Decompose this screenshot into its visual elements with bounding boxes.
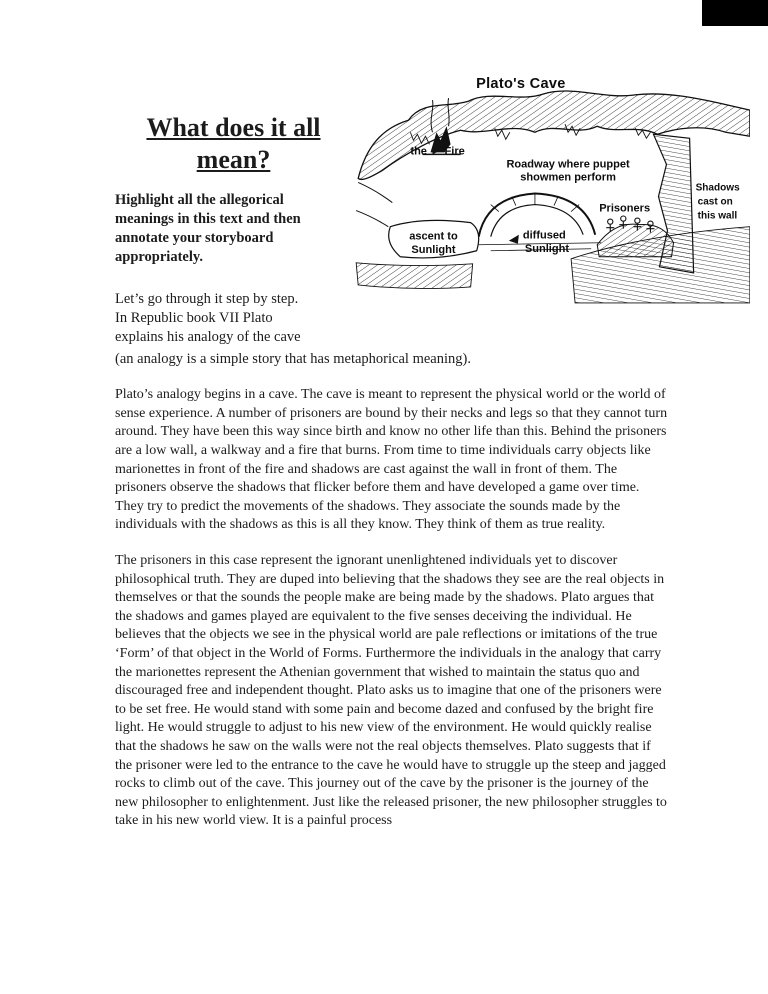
fire-label-fire: Fire [444,145,465,158]
intro-line-3: explains his analogy of the cave [115,328,301,345]
body-paragraph-1: Plato’s analogy begins in a cave. The cave is meant to represent the physical world or the world of sense experience. A number of prisoners are bound by their necks and legs so that they cannot turn around. They have been this way since birth and know no other life than this. Behind the prisoners are a low wall, a walkway and a fire that burns. From time to time individuals carry objects like marionettes in front of the fire and shadows are cast against the wall in front of them. The prisoners observe the shadows that flicker before them and have developed a game over time. They try to predict the movements of the shadows. They associate the sounds made by the individuals with the shadows as this is all they know. They think of them as true reality. [115,387,668,533]
intro-line-1: Let’s go through it step by step. [115,290,299,307]
fire-label-the: the [410,145,427,158]
page-title-line-2: mean? [196,145,271,175]
intro-paragraph [115,290,352,347]
page-corner-black-patch [702,0,768,26]
intro-line-2: In Republic book VII Plato [115,309,273,326]
cave-diagram-svg [352,74,750,307]
page-title-line-1: What does it all [146,113,321,142]
roadway-label-line1: Roadway where puppet [506,158,630,171]
shadows-label-line3: this wall [697,210,738,222]
platos-cave-illustration [352,74,750,307]
left-column [115,72,352,346]
ascent-label-line2: Sunlight [411,243,456,256]
figure-title: Plato's Cave [476,76,566,93]
instructions-text: Highlight all the allegorical meanings in this text and then annotate your storyboard appropriately. [115,192,301,265]
shadows-label-line2: cast on [697,196,733,208]
diffused-label-line2: Sunlight [524,242,570,255]
shadows-label-line1: Shadows [695,182,740,194]
floor-rock-left [356,263,473,289]
roadway-label-line2: showmen perform [520,171,616,184]
diffused-label-line1: diffused [522,229,566,242]
intro-continuation: (an analogy is a simple story that has metaphorical meaning). [115,351,471,368]
ascent-label-line1: ascent to [409,230,458,243]
cave-entrance-lines [356,182,392,226]
prisoners-mound [597,224,673,257]
top-section [115,72,768,346]
body-paragraph-2: The prisoners in this case represent the ignorant unenlightened individuals yet to discover philosophical truth. They are duped into believing that the shadows they see are the real objects in themselves or that the sounds the people make are being made by the shadows. Plato argues that the shadows and games played are equivalent to the five senses deceiving the individual. He believes that the objects we see in the physical world are pale reflections or imitations of the true ‘Form’ of that object in the World of Forms. Furthermore the individuals in the analogy that carry the marionettes represent the Athenian government that wished to maintain the status quo and discouraged free and independent thought. Plato asks us to imagine that one of the prisoners were to be set free. He would stand with some pain and become dazed and confused by the bright fire light. He would struggle to adjust to his new view of the environment. He would quickly realise that the shadows he saw on the walls were not the real objects themselves. Plato suggests that if the prisoner were led to the entrance to the cave he would have to struggle up the steep and jagged rocks to climb out of the cave. This journey out of the cave by the prisoner is the journey of the new philosopher to enlightenment. Just like the released prisoner, the new philosopher struggles to take in his new world view. It is a painful process [115,552,667,829]
page-title [115,112,352,176]
prisoners-label: Prisoners [599,202,651,215]
